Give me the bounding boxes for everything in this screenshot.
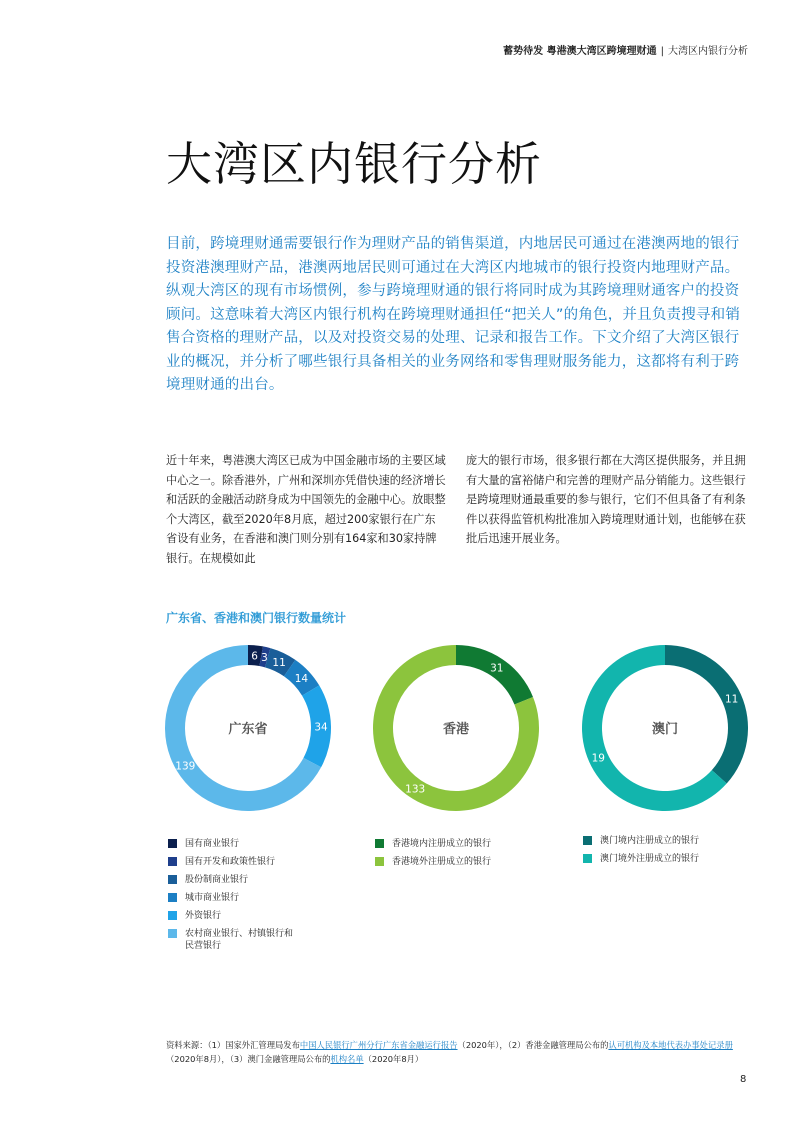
- donut-center-label: 香港: [442, 722, 470, 737]
- source-text: （2020年8月），（3）澳门金融管理局公布的: [166, 1054, 331, 1064]
- legend-label: 澳门境外注册成立的银行: [600, 854, 700, 864]
- legend-hong-kong: [375, 838, 491, 874]
- source-suffix: （2020年8月）: [363, 1054, 424, 1064]
- source-text: （2020年），（2）香港金融管理局公布的: [457, 1040, 609, 1050]
- legend-label: 澳门境内注册成立的银行: [600, 836, 700, 846]
- legend-swatch: [168, 929, 177, 938]
- source-note: [166, 1038, 754, 1066]
- donut-value-label: 31: [490, 662, 504, 675]
- legend-swatch: [583, 854, 592, 863]
- legend-item: [375, 856, 491, 868]
- donut-value-label: 133: [405, 783, 426, 796]
- source-link-amcm-list[interactable]: 机构名单: [330, 1054, 364, 1064]
- donut-chart-guangdong: [165, 645, 331, 811]
- legend-label: 外资银行: [185, 911, 222, 921]
- legend-macau: [583, 835, 699, 871]
- legend-label: 香港境外注册成立的银行: [392, 857, 492, 867]
- legend-swatch: [168, 911, 177, 920]
- donut-center-label: 广东省: [228, 722, 268, 737]
- donut-value-label: 11: [272, 657, 286, 669]
- legend-label: 股份制商业银行: [185, 875, 249, 885]
- donut-value-label: 19: [591, 752, 605, 765]
- page-number: 8: [740, 1074, 747, 1085]
- legend-item: [168, 856, 295, 868]
- donut-value-label: 14: [294, 673, 309, 686]
- donut-value-label: 3: [261, 651, 268, 664]
- donut-center-label: 澳门: [651, 722, 679, 737]
- legend-item: [375, 838, 491, 850]
- donut-value-label: 139: [175, 760, 196, 773]
- donut-slice: [456, 645, 533, 704]
- donut-value-label: 6: [251, 650, 258, 663]
- legend-swatch: [375, 839, 384, 848]
- legend-swatch: [375, 857, 384, 866]
- legend-item: [168, 910, 295, 922]
- donut-chart-hong-kong: [373, 645, 539, 811]
- legend-item: [583, 853, 699, 865]
- legend-item: [168, 928, 295, 952]
- source-link-guangdong-report[interactable]: 中国人民银行广州分行广东省金融运行报告: [299, 1040, 458, 1050]
- legend-swatch: [583, 836, 592, 845]
- chart-title: 广东省、香港和澳门银行数量统计: [166, 611, 347, 625]
- donut-value-label: 34: [314, 721, 328, 734]
- legend-swatch: [168, 893, 177, 902]
- legend-label: 农村商业银行、村镇银行和民营银行: [185, 929, 294, 951]
- legend-label: 香港境内注册成立的银行: [392, 839, 492, 849]
- running-header: [503, 42, 748, 57]
- header-section-title: 大湾区内银行分析: [668, 46, 748, 57]
- source-link-hkma-register[interactable]: 认可机构及本地代表办事处记录册: [608, 1040, 733, 1050]
- body-text-left-column: 近十年来，粤港澳大湾区已成为中国金融市场的主要区域中心之一。除香港外，广州和深圳亦凭借快速的经济增长和活跃的金融活动跻身成为中国领先的金融中心。放眼整个大湾区，截至2020年8月底，超过200家银行在广东省设有业务，在香港和澳门则分别有164家和30家持牌银行。在规模如此: [166, 454, 446, 565]
- header-separator: |: [660, 46, 664, 57]
- legend-swatch: [168, 857, 177, 866]
- page-title: 大湾区内银行分析: [166, 137, 542, 191]
- legend-label: 国有商业银行: [185, 839, 240, 849]
- source-prefix: 资料来源：（1）国家外汇管理局发布: [166, 1040, 300, 1050]
- legend-item: [168, 874, 295, 886]
- legend-label: 城市商业银行: [185, 893, 240, 903]
- body-text-right-column: 庞大的银行市场，很多银行都在大湾区提供服务，并且拥有大量的富裕储户和完善的理财产品分销能力。这些银行是跨境理财通最重要的参与银行，它们不但具备了有利条件以获得监管机构批准加入跨境理财通计划，也能够在获批后迅速开展业务。: [466, 454, 746, 546]
- legend-guangdong: [168, 838, 295, 958]
- donut-value-label: 11: [725, 693, 739, 706]
- legend-item: [168, 838, 295, 850]
- intro-paragraph: 目前，跨境理财通需要银行作为理财产品的销售渠道，内地居民可通过在港澳两地的银行投资港澳理财产品，港澳两地居民则可通过在大湾区内地城市的银行投资内地理财产品。纵观大湾区的现有市场惯例，参与跨境理财通的银行将同时成为其跨境理财通客户的投资顾问。这意味着大湾区内银行机构在跨境理财通担任“把关人”的角色，并且负责搜寻和销售合资格的理财产品，以及对投资交易的处理、记录和报告工作。下文介绍了大湾区银行业的概况，并分析了哪些银行具备相关的业务网络和零售理财服务能力，这都将有利于跨境理财通的出台。: [166, 236, 741, 393]
- legend-label: 国有开发和政策性银行: [185, 857, 276, 867]
- legend-swatch: [168, 875, 177, 884]
- header-report-title: 蓄势待发 粤港澳大湾区跨境理财通: [503, 46, 657, 57]
- donut-chart-macau: [582, 645, 748, 811]
- legend-item: [168, 892, 295, 904]
- legend-swatch: [168, 839, 177, 848]
- donut-slice: [665, 645, 748, 784]
- legend-item: [583, 835, 699, 847]
